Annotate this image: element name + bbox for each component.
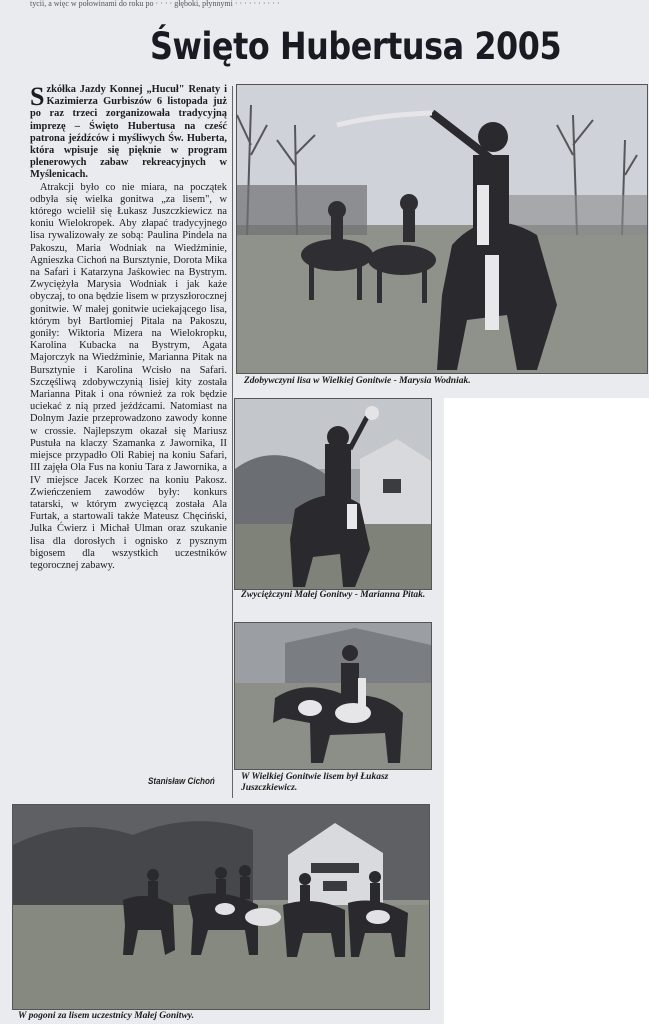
caption-middle: Zwyciężczyni Małej Gonitwy - Marianna Pitak. — [241, 590, 426, 600]
caption-main: Zdobywczyni lisa w Wielkiej Gonitwie - Marysia Wodniak. — [244, 376, 471, 386]
photo-bottom — [12, 804, 430, 1010]
column-rule — [232, 86, 233, 798]
caption-lower: W Wielkiej Gonitwie lisem był Łukasz Juszczkiewicz. — [241, 772, 389, 793]
caption-bottom: W pogoni za lisem uczestnicy Małej Gonitwy. — [18, 1011, 195, 1021]
photo-main — [236, 84, 648, 374]
headline: Święto Hubertusa 2005 — [150, 25, 562, 68]
lead-paragraph: zkółka Jazdy Konnej „Hucuł" Renaty i Kazimierza Gurbiszów 6 listopada już po raz trzeci zorganizowała tradycyjną imprezę – Święto Hubertusa na cześć patrona jeźdźców i myśliwych Św. Huberta, która wpisuje się pięknie w program plenerowych zabaw rekreacyjnych w Myślenicach. — [30, 84, 227, 181]
body-paragraph: Atrakcji było co nie miara, na początek odbyła się wielka gonitwa „za lisem", w którego wcielił się Łukasz Juszczkiewicz na koniu Wielokropek. Aby złapać tradycyjnego lisa rywalizowały ze sobą: Paulina Pindela na Pakoszu, Maria Wodniak na Wiedźminie, Agnieszka Cichoń na Bursztynie, Dorota Mika na Safari i Katarzyna Jaśkowiec na Bystrym. Zwyciężyła Marysia Wodniak i jak każe obyczaj, to ona będzie lisem w przyszłorocznej gonitwie. W małej gonitwie uciekającego lisa, którym był Bartłomiej Pitala na Pakoszu, goniły: Wiktoria Mizera na Wielokropku, Karolina Kubacka na Bystrym, Agata Majorczyk na Wiedźminie, Marianna Pitak na Bursztynie i Karolina Wcisło na Safari. Szczęśliwą zdobywczynią lisiej kity została Marianna Pitak i ona również za rok będzie uciekać z nią przed jeźdźcami. Natomiast na Dolnym Jazie przeprowadzono zawody konne w crossie. Najlepszym okazał się Mariusz Pustuła na klaczy Szamanka z Jawornika, II miejsce przypadło Oli Rabiej na koniu Safari, III zajęła Ola Fus na koniu Tara z Jawornika, a IV miejsce Jacek Korzec na koniu Pakosz. Zwieńczeniem zawodów były: konkurs tatarski, w którym zwycięzcą została Ala Furtak, a startowali także Mateusz Chęciński, Julka Ćwierz i Michał Ulman oraz szukanie lisa dla dorosłych i ognisko z pysznym bigosem dla wszystkich uczestników tegorocznej zabawy. — [30, 181, 227, 571]
photo-lower — [234, 622, 432, 770]
photo-middle — [234, 398, 432, 590]
byline: Stanisław Cichoń — [148, 776, 215, 787]
dropcap: S — [30, 84, 45, 111]
previous-article-fragment: tycii, a więc w połowinami do roku po · · · · głęboki, płynnymi · · · · · · · · · · — [30, 0, 280, 8]
article-body — [30, 84, 227, 774]
